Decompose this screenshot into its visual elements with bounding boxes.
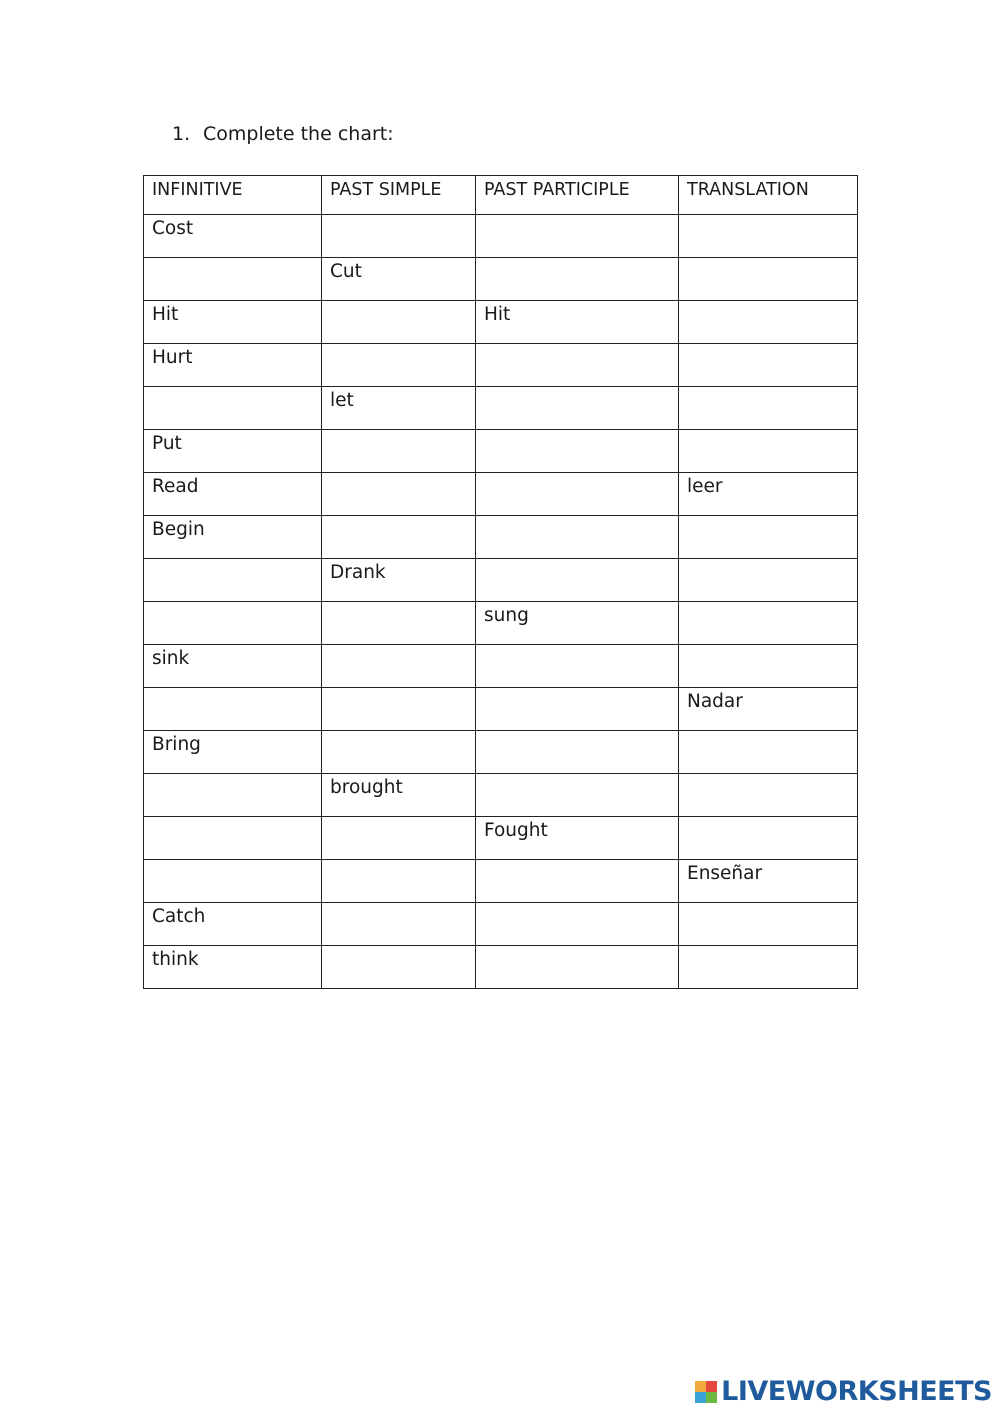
cell-translation[interactable]: Nadar bbox=[679, 688, 858, 731]
cell-infinitive[interactable] bbox=[144, 860, 322, 903]
cell-past-participle[interactable] bbox=[476, 645, 679, 688]
cell-past-participle[interactable]: Fought bbox=[476, 817, 679, 860]
header-row bbox=[144, 176, 858, 215]
instruction-number: 1. bbox=[172, 123, 191, 145]
header-past-simple: PAST SIMPLE bbox=[322, 176, 476, 215]
cell-infinitive[interactable]: Begin bbox=[144, 516, 322, 559]
cell-translation[interactable] bbox=[679, 301, 858, 344]
logo-square-4 bbox=[706, 1392, 717, 1403]
logo-square-1 bbox=[695, 1381, 706, 1392]
cell-translation[interactable] bbox=[679, 946, 858, 989]
cell-past-participle[interactable] bbox=[476, 731, 679, 774]
cell-past-simple[interactable]: Cut bbox=[322, 258, 476, 301]
cell-past-participle[interactable] bbox=[476, 774, 679, 817]
cell-past-simple[interactable] bbox=[322, 688, 476, 731]
cell-infinitive[interactable] bbox=[144, 387, 322, 430]
cell-past-participle[interactable] bbox=[476, 215, 679, 258]
cell-infinitive[interactable]: Cost bbox=[144, 215, 322, 258]
cell-translation[interactable]: leer bbox=[679, 473, 858, 516]
cell-infinitive[interactable]: Put bbox=[144, 430, 322, 473]
table-row bbox=[144, 387, 858, 430]
table-row bbox=[144, 430, 858, 473]
cell-infinitive[interactable] bbox=[144, 258, 322, 301]
cell-past-simple[interactable]: Drank bbox=[322, 559, 476, 602]
cell-past-participle[interactable] bbox=[476, 258, 679, 301]
table-row bbox=[144, 688, 858, 731]
table-row bbox=[144, 817, 858, 860]
cell-translation[interactable] bbox=[679, 516, 858, 559]
table-row bbox=[144, 258, 858, 301]
header-past-participle: PAST PARTICIPLE bbox=[476, 176, 679, 215]
logo-text: LIVEWORKSHEETS bbox=[721, 1376, 992, 1407]
cell-past-participle[interactable] bbox=[476, 559, 679, 602]
table-row bbox=[144, 602, 858, 645]
table-row bbox=[144, 860, 858, 903]
table-row bbox=[144, 559, 858, 602]
cell-infinitive[interactable] bbox=[144, 559, 322, 602]
cell-past-simple[interactable]: brought bbox=[322, 774, 476, 817]
cell-translation[interactable] bbox=[679, 387, 858, 430]
cell-translation[interactable] bbox=[679, 645, 858, 688]
cell-infinitive[interactable] bbox=[144, 774, 322, 817]
cell-past-participle[interactable] bbox=[476, 860, 679, 903]
table-row bbox=[144, 473, 858, 516]
cell-past-participle[interactable]: sung bbox=[476, 602, 679, 645]
cell-translation[interactable] bbox=[679, 903, 858, 946]
instruction bbox=[172, 120, 394, 148]
cell-translation[interactable] bbox=[679, 344, 858, 387]
cell-translation[interactable] bbox=[679, 215, 858, 258]
cell-translation[interactable] bbox=[679, 731, 858, 774]
cell-translation[interactable] bbox=[679, 774, 858, 817]
cell-past-simple[interactable] bbox=[322, 817, 476, 860]
cell-translation[interactable]: Enseñar bbox=[679, 860, 858, 903]
cell-translation[interactable] bbox=[679, 602, 858, 645]
table-row bbox=[144, 903, 858, 946]
cell-infinitive[interactable]: Catch bbox=[144, 903, 322, 946]
cell-past-participle[interactable] bbox=[476, 516, 679, 559]
table-row bbox=[144, 645, 858, 688]
cell-past-simple[interactable] bbox=[322, 946, 476, 989]
cell-past-simple[interactable] bbox=[322, 301, 476, 344]
cell-infinitive[interactable] bbox=[144, 688, 322, 731]
cell-infinitive[interactable]: sink bbox=[144, 645, 322, 688]
cell-translation[interactable] bbox=[679, 817, 858, 860]
cell-past-participle[interactable] bbox=[476, 344, 679, 387]
cell-past-simple[interactable] bbox=[322, 215, 476, 258]
cell-past-simple[interactable] bbox=[322, 903, 476, 946]
table-row bbox=[144, 344, 858, 387]
cell-past-simple[interactable] bbox=[322, 602, 476, 645]
cell-translation[interactable] bbox=[679, 559, 858, 602]
cell-past-participle[interactable] bbox=[476, 946, 679, 989]
logo-square-3 bbox=[695, 1392, 706, 1403]
cell-past-simple[interactable] bbox=[322, 860, 476, 903]
header-translation: TRANSLATION bbox=[679, 176, 858, 215]
cell-past-simple[interactable] bbox=[322, 344, 476, 387]
table-row bbox=[144, 731, 858, 774]
cell-infinitive[interactable] bbox=[144, 817, 322, 860]
table-row bbox=[144, 946, 858, 989]
cell-past-simple[interactable] bbox=[322, 731, 476, 774]
cell-past-participle[interactable]: Hit bbox=[476, 301, 679, 344]
cell-past-simple[interactable] bbox=[322, 430, 476, 473]
cell-infinitive[interactable] bbox=[144, 602, 322, 645]
cell-past-participle[interactable] bbox=[476, 387, 679, 430]
cell-past-simple[interactable] bbox=[322, 516, 476, 559]
cell-past-participle[interactable] bbox=[476, 903, 679, 946]
instruction-text: Complete the chart: bbox=[203, 123, 394, 145]
cell-past-simple[interactable] bbox=[322, 473, 476, 516]
cell-infinitive[interactable]: Read bbox=[144, 473, 322, 516]
cell-translation[interactable] bbox=[679, 258, 858, 301]
liveworksheets-logo-icon bbox=[695, 1381, 717, 1403]
verb-rows bbox=[144, 215, 858, 989]
cell-infinitive[interactable]: Bring bbox=[144, 731, 322, 774]
cell-infinitive[interactable]: Hurt bbox=[144, 344, 322, 387]
cell-translation[interactable] bbox=[679, 430, 858, 473]
table-row bbox=[144, 774, 858, 817]
cell-past-participle[interactable] bbox=[476, 688, 679, 731]
table-row bbox=[144, 215, 858, 258]
verb-chart bbox=[143, 175, 858, 989]
logo-square-2 bbox=[706, 1381, 717, 1392]
cell-infinitive[interactable]: Hit bbox=[144, 301, 322, 344]
liveworksheets-logo bbox=[695, 1377, 992, 1407]
cell-infinitive[interactable]: think bbox=[144, 946, 322, 989]
cell-past-participle[interactable] bbox=[476, 430, 679, 473]
header-infinitive: INFINITIVE bbox=[144, 176, 322, 215]
table-row bbox=[144, 516, 858, 559]
cell-past-simple[interactable]: let bbox=[322, 387, 476, 430]
table-row bbox=[144, 301, 858, 344]
cell-past-participle[interactable] bbox=[476, 473, 679, 516]
cell-past-simple[interactable] bbox=[322, 645, 476, 688]
